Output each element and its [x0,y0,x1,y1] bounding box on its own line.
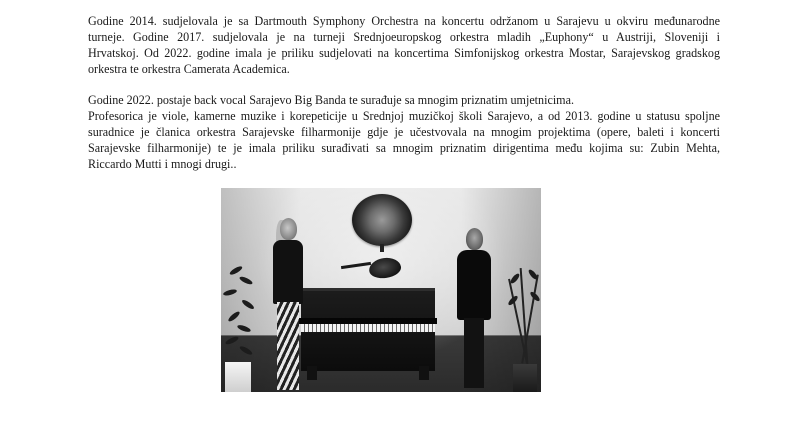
plant-pot-left [225,362,251,392]
plant-right [507,268,541,392]
wall-gong [352,194,412,246]
text-line: orkestra te orkestra Camerata Academica. [88,62,290,76]
text-line: Hrvatskoj. Od 2022. godine imala je priliku sudjelovati na koncertima Simfonijskog orkestra Mostar, Sarajevskog gradskog [88,46,720,60]
text-line: Riccardo Mutti i mnogi drugi.. [88,157,237,171]
text-line: Profesorica je viole, kamerne muzike i korepeticije u Srednjoj muzičkoj školi Sarajevo, a od 2013. godine u statusu spoljne [88,109,720,123]
gong-mount [380,244,384,252]
piano-keys [301,324,435,332]
musicians-photo [221,188,541,392]
plant-left [221,258,261,392]
text-line: Godine 2014. sudjelovala je sa Dartmouth Symphony Orchestra na koncertu održanom u Sarajevu u okviru međunarodne [88,14,720,28]
text-line: suradnice je članica orkestra Sarajevske filharmonije gdje je učestvovala na mnogim projektima (opere, baleti i koncerti [88,125,720,139]
plant-pot-right [513,364,537,392]
musician-left [273,218,303,390]
bio-paragraph-2 [88,92,720,172]
text-line: Sarajevske filharmonije) te je imala priliku surađivati sa mnogim priznatim dirigentima među kojima su: Zubin Mehta, [88,141,720,155]
piano-legs [307,366,429,380]
bio-paragraph-1 [88,13,720,77]
text-line: Godine 2022. postaje back vocal Sarajevo Big Banda te surađuje sa mnogim priznatim umjetnicima. [88,93,574,107]
musician-right [457,228,491,388]
text-line: turneje. Godine 2017. sudjelovala je na turneji Srednjoeuropskog orkestra mladih „Euphony“ u Austriji, Sloveniji i [88,30,720,44]
